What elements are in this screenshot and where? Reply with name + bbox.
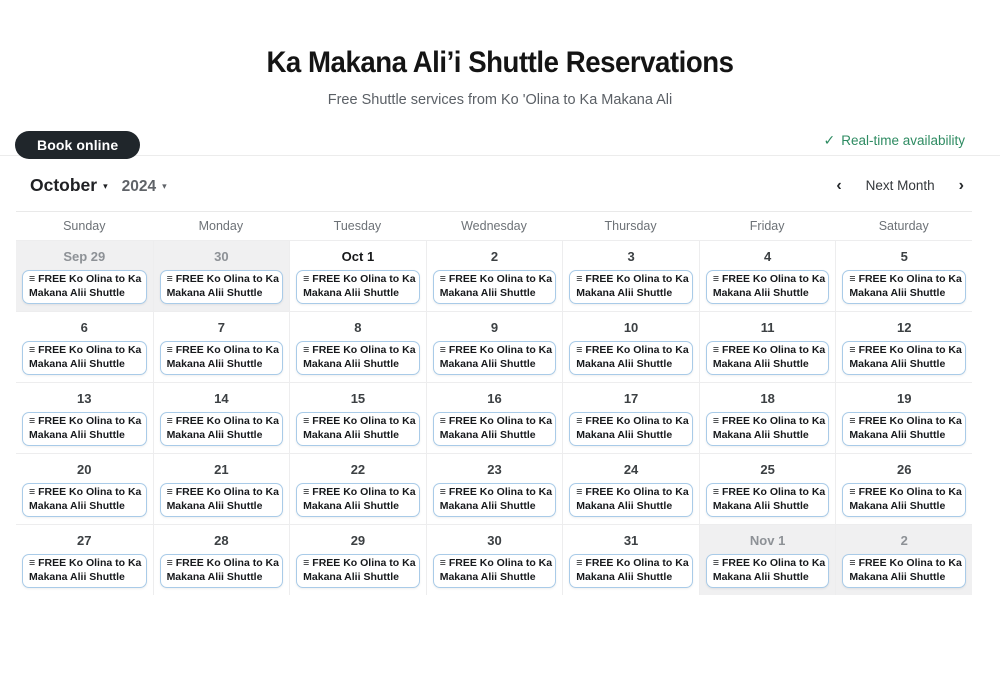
shuttle-event-button[interactable]: [433, 483, 557, 517]
shuttle-event-label: FREE Ko Olina to Ka Makana Alii Shuttle: [29, 486, 142, 512]
list-icon: ≡: [712, 486, 719, 498]
date-label: 18: [760, 391, 775, 406]
calendar-day-cell: [562, 524, 699, 595]
shuttle-event-label: FREE Ko Olina to Ka Makana Alii Shuttle: [712, 344, 826, 370]
calendar-day-cell: [426, 382, 563, 453]
shuttle-event-label: FREE Ko Olina to Ka Makana Alii Shuttle: [849, 415, 962, 441]
shuttle-event-label: FREE Ko Olina to Ka Makana Alii Shuttle: [439, 344, 553, 370]
list-icon: ≡: [576, 273, 583, 285]
list-icon: ≡: [303, 486, 310, 498]
shuttle-event-button[interactable]: [433, 412, 557, 446]
date-label: 30: [487, 533, 502, 548]
list-icon: ≡: [712, 557, 719, 569]
shuttle-event-button[interactable]: [706, 341, 830, 375]
shuttle-event-label: FREE Ko Olina to Ka Makana Alii Shuttle: [166, 486, 279, 512]
shuttle-event-label: FREE Ko Olina to Ka Makana Alii Shuttle: [166, 415, 279, 441]
date-label: Oct 1: [341, 249, 375, 264]
shuttle-event-label: FREE Ko Olina to Ka Makana Alii Shuttle: [166, 273, 279, 299]
shuttle-event-label: FREE Ko Olina to Ka Makana Alii Shuttle: [439, 557, 553, 583]
shuttle-event-button[interactable]: [569, 270, 693, 304]
shuttle-event-button[interactable]: [842, 483, 966, 517]
list-icon: ≡: [303, 273, 310, 285]
next-month-label[interactable]: Next Month: [865, 178, 935, 193]
list-icon: ≡: [29, 344, 36, 356]
date-label: 20: [77, 462, 92, 477]
date-label: 26: [896, 462, 912, 477]
next-month-button[interactable]: ›: [958, 176, 964, 194]
shuttle-event-label: FREE Ko Olina to Ka Makana Alii Shuttle: [439, 415, 553, 441]
year-dropdown[interactable]: [122, 178, 167, 196]
shuttle-event-label: FREE Ko Olina to Ka Makana Alii Shuttle: [849, 273, 962, 299]
calendar-day-cell: [699, 382, 836, 453]
shuttle-event-label: FREE Ko Olina to Ka Makana Alii Shuttle: [29, 344, 142, 370]
shuttle-event-button[interactable]: [22, 483, 147, 517]
shuttle-event-label: FREE Ko Olina to Ka Makana Alii Shuttle: [303, 557, 416, 583]
shuttle-event-button[interactable]: [706, 270, 830, 304]
date-label: 15: [350, 391, 366, 406]
shuttle-event-button[interactable]: [296, 412, 420, 446]
shuttle-event-button[interactable]: [433, 341, 557, 375]
calendar-day-cell: [699, 524, 836, 595]
list-icon: ≡: [303, 557, 310, 569]
date-label: 7: [217, 320, 225, 335]
calendar-day-cell: [426, 453, 563, 524]
shuttle-event-label: FREE Ko Olina to Ka Makana Alii Shuttle: [576, 557, 689, 583]
calendar-day-cell: [426, 240, 563, 311]
date-label: 13: [77, 391, 92, 406]
list-icon: ≡: [849, 415, 856, 427]
shuttle-event-button[interactable]: [160, 270, 284, 304]
shuttle-event-button[interactable]: [296, 554, 420, 588]
calendar-day-cell: [289, 453, 426, 524]
list-icon: ≡: [303, 344, 310, 356]
shuttle-event-label: FREE Ko Olina to Ka Makana Alii Shuttle: [712, 486, 826, 512]
list-icon: ≡: [712, 415, 719, 427]
shuttle-event-label: FREE Ko Olina to Ka Makana Alii Shuttle: [849, 557, 962, 583]
shuttle-event-button[interactable]: [22, 341, 147, 375]
calendar-day-cell: [699, 311, 836, 382]
shuttle-event-button[interactable]: [160, 341, 284, 375]
shuttle-event-label: FREE Ko Olina to Ka Makana Alii Shuttle: [576, 486, 689, 512]
date-label: 23: [487, 462, 502, 477]
shuttle-event-label: FREE Ko Olina to Ka Makana Alii Shuttle: [849, 344, 962, 370]
date-label: 19: [896, 391, 912, 406]
shuttle-event-button[interactable]: [22, 412, 147, 446]
calendar-day-cell: [153, 240, 290, 311]
shuttle-event-button[interactable]: [569, 412, 693, 446]
list-icon: ≡: [303, 415, 310, 427]
shuttle-event-button[interactable]: [569, 341, 693, 375]
shuttle-event-button[interactable]: [160, 554, 284, 588]
shuttle-event-label: FREE Ko Olina to Ka Makana Alii Shuttle: [166, 557, 279, 583]
calendar-day-cell: [289, 524, 426, 595]
month-nav: [0, 156, 1000, 211]
calendar-day-cell: [153, 524, 290, 595]
month-dropdown[interactable]: [30, 175, 108, 196]
list-icon: ≡: [166, 344, 173, 356]
calendar-grid: [16, 212, 972, 595]
calendar-day-cell: [16, 524, 153, 595]
shuttle-event-button[interactable]: [160, 483, 284, 517]
list-icon: ≡: [29, 273, 36, 285]
chevron-down-icon: ▾: [103, 181, 108, 191]
date-label: 28: [214, 533, 229, 548]
calendar-day-cell: [426, 311, 563, 382]
date-label: 17: [623, 391, 639, 406]
list-icon: ≡: [29, 486, 36, 498]
shuttle-event-label: FREE Ko Olina to Ka Makana Alii Shuttle: [849, 486, 962, 512]
date-label: 2: [490, 249, 499, 264]
date-label: 30: [214, 249, 229, 264]
list-icon: ≡: [439, 273, 446, 285]
calendar-day-cell: [153, 311, 290, 382]
shuttle-event-button[interactable]: [296, 341, 420, 375]
date-label: 8: [354, 320, 362, 335]
list-icon: ≡: [849, 344, 856, 356]
list-icon: ≡: [439, 557, 446, 569]
day-header: Sunday: [63, 219, 106, 233]
shuttle-event-button[interactable]: [842, 270, 966, 304]
day-header: Saturday: [878, 219, 929, 233]
list-icon: ≡: [166, 486, 173, 498]
date-label: 25: [760, 462, 775, 477]
shuttle-event-button[interactable]: [842, 341, 966, 375]
shuttle-event-button[interactable]: [569, 554, 693, 588]
shuttle-event-label: FREE Ko Olina to Ka Makana Alii Shuttle: [712, 415, 826, 441]
date-label: 11: [760, 320, 775, 335]
date-label: Sep 29: [63, 249, 106, 264]
day-header: Tuesday: [333, 219, 382, 233]
shuttle-event-label: FREE Ko Olina to Ka Makana Alii Shuttle: [576, 273, 689, 299]
date-label: 5: [900, 249, 908, 264]
date-label: 29: [350, 533, 366, 548]
shuttle-event-label: FREE Ko Olina to Ka Makana Alii Shuttle: [29, 557, 142, 583]
year-dropdown-label: 2024: [121, 178, 157, 195]
shuttle-event-label: FREE Ko Olina to Ka Makana Alii Shuttle: [712, 273, 826, 299]
book-online-button[interactable]: Book online: [15, 131, 140, 159]
prev-month-button[interactable]: ‹: [836, 176, 842, 194]
list-icon: ≡: [439, 486, 446, 498]
page-subtitle: Free Shuttle services from Ko 'Olina to Ka Makana Ali: [327, 92, 673, 108]
date-label: 16: [487, 391, 502, 406]
calendar-day-cell: [153, 382, 290, 453]
shuttle-event-label: FREE Ko Olina to Ka Makana Alii Shuttle: [712, 557, 826, 583]
list-icon: ≡: [576, 557, 583, 569]
date-label: 10: [623, 320, 639, 335]
list-icon: ≡: [849, 486, 856, 498]
calendar-day-cell: [562, 453, 699, 524]
shuttle-event-button[interactable]: [22, 270, 147, 304]
shuttle-event-button[interactable]: [706, 412, 830, 446]
calendar-day-cell: [16, 453, 153, 524]
list-icon: ≡: [166, 273, 173, 285]
list-icon: ≡: [576, 486, 583, 498]
list-icon: ≡: [712, 344, 719, 356]
shuttle-event-button[interactable]: [706, 483, 830, 517]
date-label: Nov 1: [749, 533, 786, 548]
chevron-down-icon: ▾: [162, 181, 167, 191]
calendar-day-cell: [289, 240, 426, 311]
calendar: [16, 211, 972, 595]
calendar-day-cell: [835, 453, 972, 524]
date-label: 31: [623, 533, 639, 548]
shuttle-event-label: FREE Ko Olina to Ka Makana Alii Shuttle: [303, 273, 416, 299]
shuttle-event-label: FREE Ko Olina to Ka Makana Alii Shuttle: [439, 273, 553, 299]
date-label: 6: [80, 320, 88, 335]
calendar-day-cell: [835, 524, 972, 595]
date-label: 22: [350, 462, 366, 477]
date-label: 14: [214, 391, 229, 406]
day-header: Thursday: [604, 219, 657, 233]
date-label: 12: [896, 320, 912, 335]
calendar-day-cell: [426, 524, 563, 595]
calendar-day-cell: [562, 311, 699, 382]
list-icon: ≡: [439, 415, 446, 427]
day-header: Monday: [198, 219, 244, 233]
calendar-day-cell: [153, 453, 290, 524]
list-icon: ≡: [576, 415, 583, 427]
day-header: Wednesday: [461, 219, 527, 233]
availability-label: Real-time availability: [841, 133, 965, 148]
shuttle-event-button[interactable]: [433, 554, 557, 588]
availability-status: [823, 132, 985, 149]
shuttle-event-label: FREE Ko Olina to Ka Makana Alii Shuttle: [576, 415, 689, 441]
shuttle-event-button[interactable]: [706, 554, 830, 588]
calendar-day-cell: [289, 311, 426, 382]
shuttle-event-button[interactable]: [433, 270, 557, 304]
check-icon: ✓: [823, 132, 836, 148]
shuttle-event-button[interactable]: [296, 483, 420, 517]
date-label: 9: [490, 320, 499, 335]
page-title: Ka Makana Ali’i Shuttle Reservations: [266, 46, 734, 79]
shuttle-event-label: FREE Ko Olina to Ka Makana Alii Shuttle: [29, 415, 142, 441]
list-icon: ≡: [29, 557, 36, 569]
calendar-day-cell: [562, 382, 699, 453]
date-label: 2: [900, 533, 908, 548]
shuttle-event-label: FREE Ko Olina to Ka Makana Alii Shuttle: [576, 344, 689, 370]
month-dropdown-label: October: [30, 175, 98, 195]
shuttle-event-label: FREE Ko Olina to Ka Makana Alii Shuttle: [303, 344, 416, 370]
calendar-day-cell: [16, 311, 153, 382]
calendar-day-cell: [835, 311, 972, 382]
calendar-day-cell: [16, 240, 153, 311]
date-label: 21: [214, 462, 229, 477]
calendar-day-cell: [16, 382, 153, 453]
calendar-day-cell: [835, 240, 972, 311]
list-icon: ≡: [166, 415, 173, 427]
date-label: 27: [77, 533, 92, 548]
shuttle-event-label: FREE Ko Olina to Ka Makana Alii Shuttle: [29, 273, 142, 299]
date-label: 3: [627, 249, 635, 264]
shuttle-event-label: FREE Ko Olina to Ka Makana Alii Shuttle: [303, 486, 416, 512]
shuttle-event-button[interactable]: [569, 483, 693, 517]
shuttle-event-button[interactable]: [296, 270, 420, 304]
calendar-day-cell: [699, 453, 836, 524]
day-header: Friday: [749, 219, 785, 233]
calendar-day-cell: [699, 240, 836, 311]
list-icon: ≡: [712, 273, 719, 285]
list-icon: ≡: [576, 344, 583, 356]
list-icon: ≡: [439, 344, 446, 356]
list-icon: ≡: [849, 557, 856, 569]
list-icon: ≡: [166, 557, 173, 569]
shuttle-event-button[interactable]: [160, 412, 284, 446]
date-label: 4: [764, 249, 772, 264]
date-label: 24: [623, 462, 639, 477]
shuttle-event-label: FREE Ko Olina to Ka Makana Alii Shuttle: [439, 486, 553, 512]
shuttle-event-button[interactable]: [842, 412, 966, 446]
calendar-day-cell: [835, 382, 972, 453]
shuttle-event-label: FREE Ko Olina to Ka Makana Alii Shuttle: [166, 344, 279, 370]
calendar-day-cell: [562, 240, 699, 311]
shuttle-event-label: FREE Ko Olina to Ka Makana Alii Shuttle: [303, 415, 416, 441]
list-icon: ≡: [849, 273, 856, 285]
calendar-day-cell: [289, 382, 426, 453]
shuttle-event-button[interactable]: [22, 554, 147, 588]
list-icon: ≡: [29, 415, 36, 427]
toolbar: [0, 128, 1000, 156]
shuttle-event-button[interactable]: [842, 554, 966, 588]
